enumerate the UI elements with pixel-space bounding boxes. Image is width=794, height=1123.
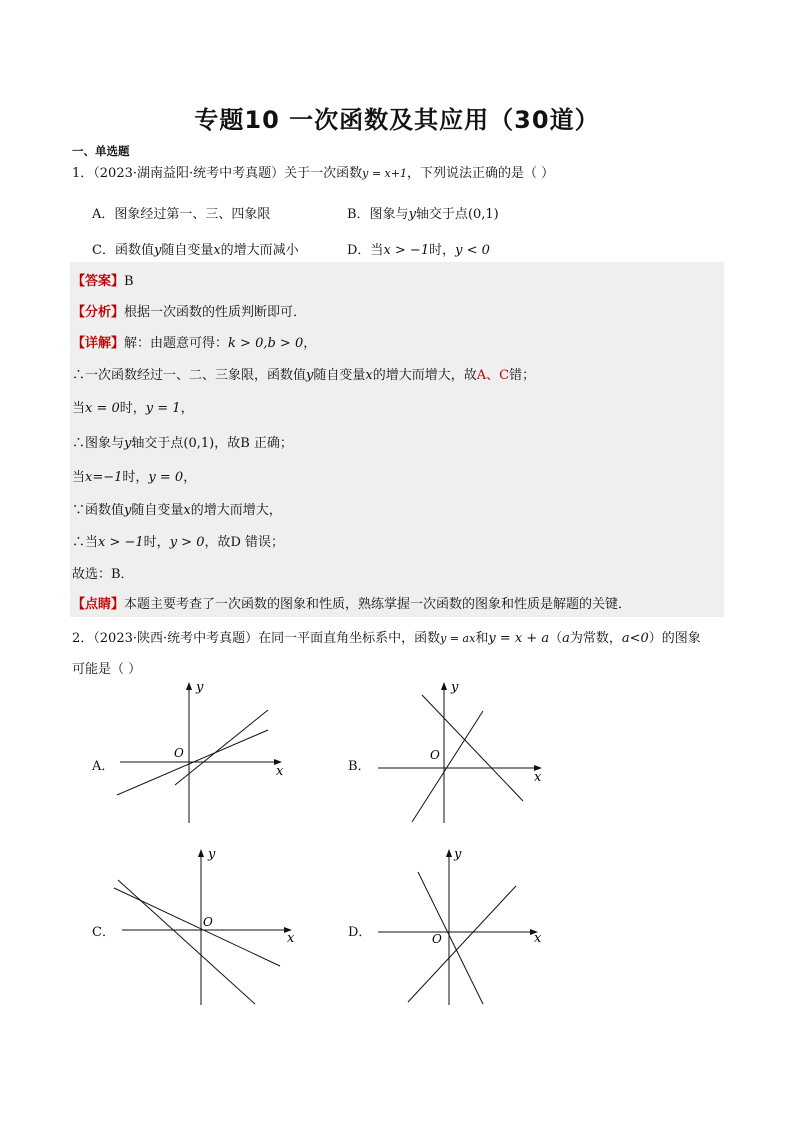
graph-b-x-label: x bbox=[534, 770, 542, 785]
graph-b-label: B． bbox=[348, 759, 371, 774]
answer-line: 【答案】B bbox=[72, 274, 134, 289]
graph-c-y-arrow bbox=[198, 849, 204, 857]
graph-d-line-1 bbox=[418, 872, 483, 1004]
graph-b-origin: O bbox=[430, 748, 440, 762]
graph-a-x-label: x bbox=[276, 764, 284, 779]
section-heading: 一、单选题 bbox=[72, 144, 130, 158]
detail-step-2: 当x = 0时，y = 1， bbox=[72, 401, 194, 416]
question-1-stem bbox=[72, 164, 732, 184]
q1-prefix: 1．（2023·湖南益阳·统考中考真题）关于一次函数 bbox=[72, 166, 363, 181]
graph-b-line-2 bbox=[412, 711, 483, 822]
graph-a bbox=[110, 675, 295, 825]
graph-a-origin: O bbox=[174, 746, 184, 760]
graph-d-x-label: x bbox=[534, 931, 542, 946]
detail-step-4: 当x=−1时，y = 0， bbox=[72, 470, 197, 485]
graph-d-label: D． bbox=[348, 925, 372, 940]
graph-d-y-arrow bbox=[446, 849, 452, 857]
graph-d bbox=[368, 842, 558, 1007]
detail-step-3: ∴图象与y轴交于点(0,1)，故B 正确； bbox=[72, 436, 293, 451]
page-title: 专题10 一次函数及其应用（30道） bbox=[194, 106, 600, 134]
graph-d-line-2 bbox=[408, 886, 516, 1002]
q1-option-c: C．函数值y随自变量x的增大而减小 bbox=[92, 243, 299, 258]
graph-a-y-label: y bbox=[196, 680, 204, 695]
graph-c-x-label: x bbox=[287, 931, 295, 946]
q1-suffix: ，下列说法正确的是（ ） bbox=[406, 166, 555, 181]
comment-line: 【点睛】本题主要考查了一次函数的图象和性质，熟练掌握一次函数的图象和性质是解题的关键． bbox=[72, 597, 632, 612]
graph-b-y-label: y bbox=[451, 680, 459, 695]
graph-c bbox=[110, 842, 300, 1007]
graph-d-origin: O bbox=[432, 932, 442, 946]
q1-option-b: B．图象与y轴交于点(0,1) bbox=[347, 207, 499, 222]
question-2-stem: 2．（2023·陕西·统考中考真题）在同一平面直角坐标系中，函数y = ax和y = x + a（a为常数，a<0）的图象 可能是（ ） bbox=[72, 631, 701, 677]
q1-function: y = x+1 bbox=[362, 167, 407, 180]
detail-conclusion: 故选：B． bbox=[72, 567, 134, 582]
detail-step-5: ∵函数值y随自变量x的增大而增大， bbox=[72, 503, 282, 518]
graph-c-line-2 bbox=[118, 880, 255, 1004]
graph-a-y-arrow bbox=[186, 682, 192, 690]
graph-d-y-label: y bbox=[454, 847, 462, 862]
graph-c-y-label: y bbox=[208, 847, 216, 862]
graph-b bbox=[368, 675, 553, 825]
detail-step-1: ∴一次函数经过一、二、三象限，函数值y随自变量x的增大而增大，故A、C错； bbox=[72, 368, 536, 383]
graph-a-label: A． bbox=[92, 759, 115, 774]
graph-c-label: C． bbox=[92, 925, 115, 940]
q1-option-d: D．当x > −1时，y < 0 bbox=[347, 243, 490, 258]
graph-b-y-arrow bbox=[441, 682, 447, 690]
detail-step-6: ∴当x > −1时，y > 0，故D 错误； bbox=[72, 535, 285, 550]
detail-line: 【详解】解：由题意可得：k > 0,b > 0， bbox=[72, 336, 317, 351]
graph-c-line-1 bbox=[114, 888, 280, 966]
q1-option-a: A．图象经过第一、三、四象限 bbox=[92, 207, 271, 222]
analysis-line: 【分析】根据一次函数的性质判断即可． bbox=[72, 305, 307, 320]
graph-c-origin: O bbox=[203, 915, 213, 929]
